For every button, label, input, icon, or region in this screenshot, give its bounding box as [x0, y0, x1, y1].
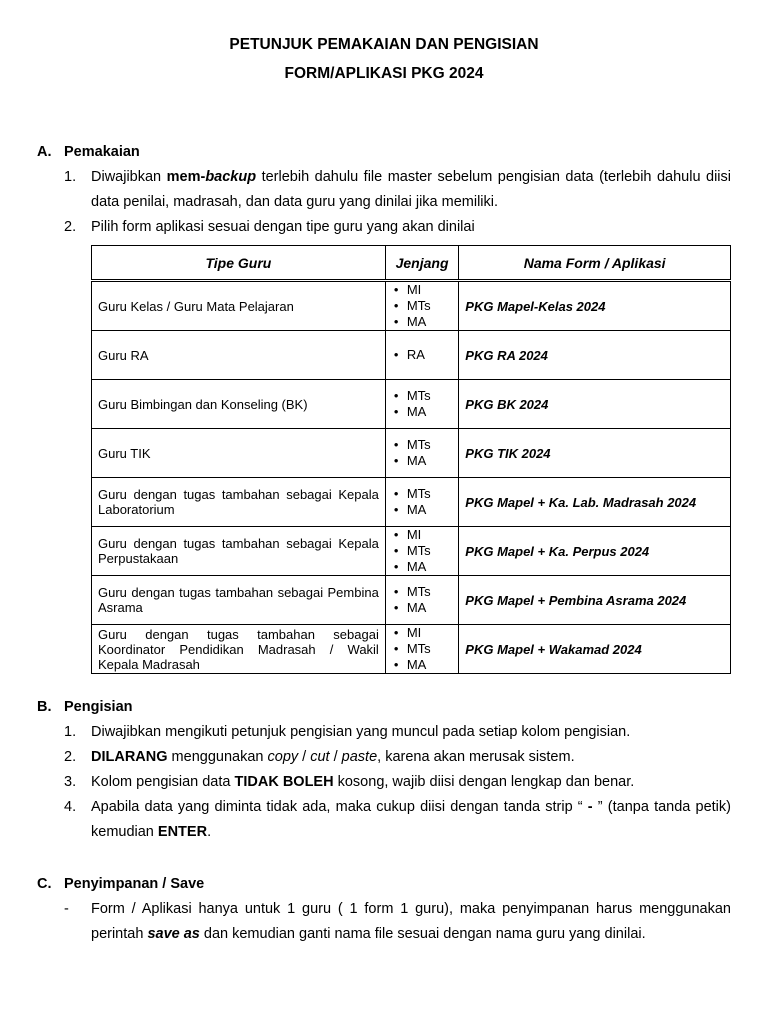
jenjang-item: • MTs	[392, 298, 452, 314]
section-title: Penyimpanan / Save	[64, 876, 205, 892]
item-bullet: -	[64, 901, 69, 917]
cell-tipe-guru: Guru Kelas / Guru Mata Pelajaran	[92, 281, 386, 331]
jenjang-item: • MA	[392, 657, 452, 673]
section-letter: C.	[37, 876, 52, 892]
text-run: terlebih dahulu file master sebelum pengisian data (terlebih dahulu diisi data penilai, madrasah, dan data guru yang dinilai jika memiliki.	[91, 169, 731, 210]
item-text	[91, 897, 731, 947]
form-selection-table	[91, 245, 731, 674]
text-run-bold: ENTER	[157, 824, 208, 840]
cell-nama-form: PKG RA 2024	[459, 331, 731, 380]
table-row	[92, 429, 731, 478]
item-number: 4.	[64, 799, 77, 815]
section-title: Pengisian	[64, 699, 133, 715]
document-title-line-2: FORM/APLIKASI PKG 2024	[284, 65, 484, 82]
jenjang-list	[392, 584, 452, 616]
cell-jenjang	[385, 380, 458, 429]
item-number: 2.	[64, 219, 77, 235]
item-text: Diwajibkan mengikuti petunjuk pengisian yang muncul pada setiap kolom pengisian.	[91, 724, 631, 740]
text-run-bold: TIDAK BOLEH	[234, 774, 334, 790]
cell-tipe-guru: Guru dengan tugas tambahan sebagai Pembina Asrama	[92, 576, 386, 625]
text-run-italic: paste	[341, 749, 378, 765]
jenjang-item: • MI	[392, 527, 452, 543]
section-letter: B.	[37, 699, 52, 715]
text-run-bold: -	[587, 799, 593, 815]
text-run-italic: cut	[310, 749, 330, 765]
document-title-line-1: PETUNJUK PEMAKAIAN DAN PENGISIAN	[229, 36, 539, 53]
cell-jenjang	[385, 429, 458, 478]
cell-tipe-guru: Guru dengan tugas tambahan sebagai Kepala Perpustakaan	[92, 527, 386, 576]
cell-jenjang	[385, 331, 458, 380]
cell-jenjang	[385, 625, 458, 674]
jenjang-item: • MTs	[392, 437, 452, 453]
cell-nama-form: PKG Mapel + Pembina Asrama 2024	[459, 576, 731, 625]
text-run-italic: copy	[267, 749, 299, 765]
jenjang-item: • MA	[392, 559, 452, 575]
text-run-bold-italic: save as	[147, 926, 200, 942]
table-row	[92, 281, 731, 331]
jenjang-list	[392, 527, 452, 575]
text-run: menggunakan	[167, 749, 268, 765]
text-run: .	[207, 824, 212, 840]
text-run: /	[298, 749, 311, 765]
cell-tipe-guru: Guru Bimbingan dan Konseling (BK)	[92, 380, 386, 429]
jenjang-item: • MTs	[392, 388, 452, 404]
cell-jenjang	[385, 478, 458, 527]
text-run: Kolom pengisian data	[91, 774, 235, 790]
text-run: ” (tanpa tanda petik) kemudian	[91, 799, 731, 840]
jenjang-item: • MA	[392, 314, 452, 330]
jenjang-item: • RA	[392, 347, 452, 363]
table-row	[92, 478, 731, 527]
item-text	[91, 770, 731, 795]
cell-tipe-guru: Guru TIK	[92, 429, 386, 478]
cell-jenjang	[385, 281, 458, 331]
text-run: , karena akan merusak sistem.	[377, 749, 575, 765]
section-letter: A.	[37, 144, 52, 160]
text-run-bold: mem-	[166, 169, 206, 185]
table-row	[92, 527, 731, 576]
section-b-heading	[37, 699, 133, 715]
jenjang-list	[392, 388, 452, 420]
cell-tipe-guru: Guru dengan tugas tambahan sebagai Koordinator Pendidikan Madrasah / Wakil Kepala Madrasah	[92, 625, 386, 674]
text-run: Apabila data yang diminta tidak ada, maka cukup diisi dengan tanda strip “	[91, 799, 588, 815]
cell-tipe-guru: Guru dengan tugas tambahan sebagai Kepala Laboratorium	[92, 478, 386, 527]
text-run: dan kemudian ganti nama file sesuai dengan nama guru yang dinilai.	[199, 926, 646, 942]
item-number: 1.	[64, 724, 77, 740]
item-text	[91, 745, 731, 770]
table-row	[92, 380, 731, 429]
jenjang-item: • MTs	[392, 641, 452, 657]
cell-nama-form: PKG Mapel + Ka. Lab. Madrasah 2024	[459, 478, 731, 527]
header-jenjang: Jenjang	[385, 246, 458, 281]
jenjang-item: • MTs	[392, 486, 452, 502]
table-header-row	[92, 246, 731, 281]
jenjang-list	[392, 282, 452, 330]
section-title: Pemakaian	[64, 144, 140, 160]
section-a-heading	[37, 144, 140, 160]
cell-tipe-guru: Guru RA	[92, 331, 386, 380]
table-row	[92, 625, 731, 674]
jenjang-item: • MA	[392, 404, 452, 420]
item-text	[91, 165, 731, 215]
table-row	[92, 576, 731, 625]
text-run: kosong, wajib diisi dengan lengkap dan benar.	[333, 774, 635, 790]
jenjang-item: • MTs	[392, 584, 452, 600]
cell-jenjang	[385, 527, 458, 576]
item-number: 3.	[64, 774, 77, 790]
cell-nama-form: PKG BK 2024	[459, 380, 731, 429]
cell-nama-form: PKG Mapel + Ka. Perpus 2024	[459, 527, 731, 576]
text-run-bold: DILARANG	[91, 749, 168, 765]
text-run: Diwajibkan	[91, 169, 167, 185]
jenjang-item: • MI	[392, 282, 452, 298]
cell-nama-form: PKG Mapel-Kelas 2024	[459, 281, 731, 331]
item-number: 1.	[64, 169, 77, 185]
jenjang-item: • MA	[392, 600, 452, 616]
cell-nama-form: PKG Mapel + Wakamad 2024	[459, 625, 731, 674]
cell-nama-form: PKG TIK 2024	[459, 429, 731, 478]
jenjang-item: • MA	[392, 502, 452, 518]
jenjang-item: • MTs	[392, 543, 452, 559]
header-tipe-guru: Tipe Guru	[92, 246, 386, 281]
item-number: 2.	[64, 749, 77, 765]
table-row	[92, 331, 731, 380]
header-nama-form: Nama Form / Aplikasi	[459, 246, 731, 281]
cell-jenjang	[385, 576, 458, 625]
text-run: /	[329, 749, 342, 765]
section-c-heading	[37, 876, 204, 892]
jenjang-list	[392, 486, 452, 518]
item-text: Pilih form aplikasi sesuai dengan tipe guru yang akan dinilai	[91, 219, 475, 235]
text-run: Form / Aplikasi hanya untuk 1 guru ( 1 form 1 guru), maka penyimpanan harus menggunakan perintah	[91, 901, 731, 942]
item-text	[91, 795, 731, 845]
text-run-bold-italic: backup	[205, 169, 257, 185]
jenjang-list	[392, 347, 452, 363]
jenjang-item: • MI	[392, 625, 452, 641]
jenjang-item: • MA	[392, 453, 452, 469]
jenjang-list	[392, 625, 452, 673]
jenjang-list	[392, 437, 452, 469]
